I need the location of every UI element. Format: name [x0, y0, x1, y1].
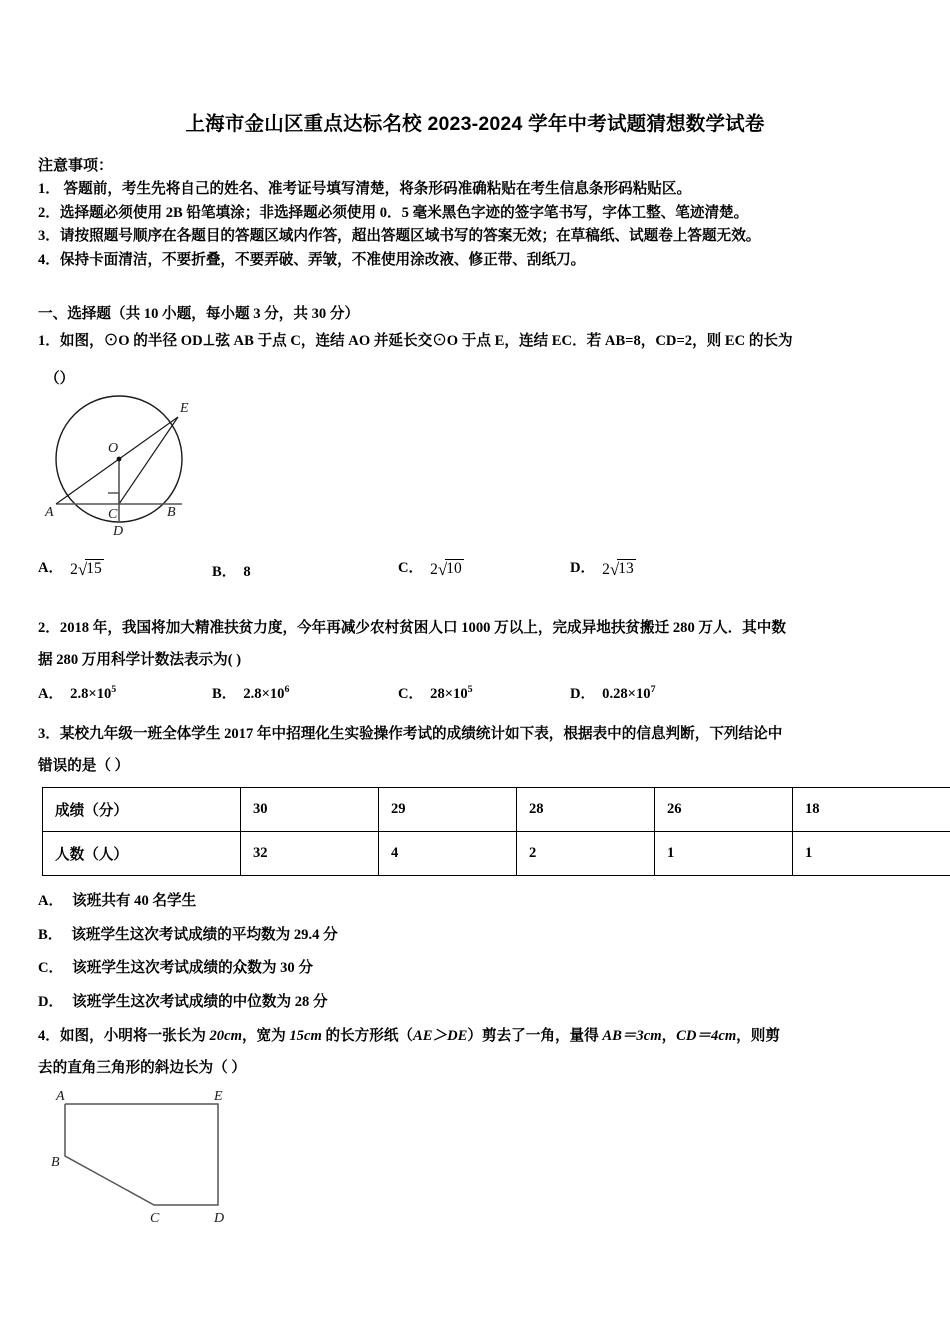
- option-c-exponent: 5: [467, 684, 473, 696]
- section-heading-multiple-choice: 一、选择题（共 10 小题，每小题 3 分，共 30 分）: [38, 306, 360, 322]
- option-c-radicand: 10: [446, 560, 462, 577]
- question-1-body: 如图，⊙O 的半径 OD⊥弦 AB 于点 C，连结 AO 并延长交⊙O 于点 E，连结 EC．若 AB=8，CD=2，则 EC 的长为: [59, 333, 793, 349]
- question-4-seg-b: ，宽为: [241, 1028, 290, 1044]
- cut-rectangle-diagram: [38, 1088, 258, 1228]
- option-d-label: D．: [570, 686, 596, 702]
- count-cell-1: 32: [241, 832, 379, 876]
- option-a-mantissa: 2.8×10: [70, 686, 112, 702]
- option-d-label: D．: [570, 560, 596, 576]
- question-4-seg-c: 的长方形纸（: [321, 1028, 414, 1044]
- question-4-condition: AE＞DE: [413, 1028, 468, 1044]
- option-b-label: B．: [212, 686, 237, 702]
- choice-d-label: D．: [38, 993, 64, 1010]
- label-E: E: [180, 401, 189, 416]
- question-4-seg-d: ）剪去了一角，量得: [467, 1028, 603, 1044]
- question-4-text: [38, 1020, 933, 1084]
- score-statistics-table: [42, 787, 950, 876]
- notice-block: [38, 155, 918, 272]
- label-D: D: [214, 1211, 225, 1226]
- page-title: 上海市金山区重点达标名校 2023-2024 学年中考试题猜想数学试卷: [185, 113, 765, 135]
- option-c-label: C．: [398, 560, 424, 576]
- choice-d-text: 该班学生这次考试成绩的中位数为 28 分: [72, 993, 328, 1010]
- label-B: B: [51, 1155, 60, 1170]
- choice-c-label: C．: [38, 960, 64, 976]
- question-3-number: 3．: [38, 726, 60, 742]
- question-2-option-d[interactable]: [570, 682, 656, 703]
- label-C: C: [108, 507, 118, 522]
- center-point-dot: [117, 457, 122, 462]
- count-cell-3: 2: [517, 832, 655, 876]
- question-3-choices: [38, 885, 638, 1019]
- question-3-text: [38, 718, 928, 782]
- option-b-exponent: 6: [284, 684, 290, 696]
- label-A: A: [45, 505, 54, 520]
- question-4-line-1: [38, 1020, 933, 1052]
- question-4-seg-e: ，: [661, 1028, 677, 1044]
- question-2-text: [38, 612, 933, 676]
- choice-c-text: 该班学生这次考试成绩的众数为 30 分: [72, 960, 313, 976]
- question-2-option-b[interactable]: [212, 682, 289, 703]
- table-row: [43, 832, 950, 876]
- row-header-count: 人数（人）: [43, 832, 241, 876]
- question-1-options: [0, 556, 950, 586]
- option-a-radicand: 15: [86, 560, 102, 577]
- label-B: B: [167, 505, 176, 520]
- option-b-mantissa: 2.8×10: [243, 686, 285, 702]
- option-c-value: 2√10: [430, 560, 462, 579]
- label-D: D: [113, 524, 124, 537]
- option-a-label: A．: [38, 560, 64, 576]
- question-3-choice-d[interactable]: [38, 986, 638, 1020]
- question-3-line-2: 错误的是（ ）: [38, 758, 130, 774]
- question-1-option-b[interactable]: [212, 560, 251, 581]
- notice-item-1: 1． 答题前，考生先将自己的姓名、准考证号填写清楚，将条形码准确粘贴在考生信息条形码粘贴区。: [38, 181, 692, 197]
- option-d-coefficient: 2: [602, 561, 610, 578]
- line-aoe: [56, 417, 178, 504]
- question-3-choice-b[interactable]: [38, 919, 638, 953]
- score-cell-2: 29: [379, 788, 517, 832]
- question-2-option-a[interactable]: [38, 682, 116, 703]
- question-3-line-1: [38, 718, 928, 750]
- notice-item-3: 3．请按照题号顺序在各题目的答题区域内作答，超出答题区域书写的答案无效；在草稿纸、试题卷上答题无效。: [38, 228, 761, 244]
- option-a-value: 2√15: [70, 560, 102, 579]
- question-4-line-2: 去的直角三角形的斜边长为（ ）: [38, 1060, 246, 1076]
- option-a-label: A．: [38, 686, 64, 702]
- option-d-exponent: 7: [650, 684, 656, 696]
- count-cell-4: 1: [655, 832, 793, 876]
- question-3-body-1: 某校九年级一班全体学生 2017 年中招理化生实验操作考试的成绩统计如下表，根据表中的信息判断，下列结论中: [59, 726, 783, 742]
- choice-a-text: 该班共有 40 名学生: [72, 893, 197, 909]
- question-4-length: 20cm: [209, 1028, 242, 1044]
- choice-a-label: A．: [38, 893, 64, 909]
- polygon-abcde: [65, 1104, 218, 1205]
- question-3-choice-a[interactable]: [38, 885, 638, 919]
- question-2-option-c[interactable]: [398, 682, 473, 703]
- question-1-answer-paren: （）: [45, 371, 75, 387]
- label-O: O: [108, 441, 119, 456]
- score-cell-5: 18: [793, 788, 950, 832]
- question-4-seg-f: ，则剪: [736, 1028, 780, 1044]
- table-row: [43, 788, 950, 832]
- question-2-line-2: 据 280 万用科学计数法表示为( ): [38, 652, 242, 668]
- notice-item-2: 2．选择题必须使用 2B 铅笔填涂；非选择题必须使用 0．5 毫米黑色字迹的签字笔书写，字体工整、笔迹清楚。: [38, 204, 749, 221]
- question-2-options: [0, 682, 950, 708]
- question-4-seg-a: 如图，小明将一张长为: [59, 1028, 210, 1044]
- question-4-cd: CD＝4cm: [676, 1028, 737, 1044]
- score-cell-1: 30: [241, 788, 379, 832]
- notice-item-4: 4．保持卡面清洁，不要折叠，不要弄破、弄皱，不准使用涂改液、修正带、刮纸刀。: [38, 251, 586, 268]
- option-d-radicand: 13: [618, 560, 634, 577]
- question-1-option-c[interactable]: [398, 556, 464, 579]
- row-header-score: 成绩（分）: [43, 788, 241, 832]
- question-1-number: 1．: [38, 333, 60, 349]
- option-d-value: 2√13: [602, 560, 634, 579]
- question-4-number: 4．: [38, 1028, 60, 1044]
- question-1-figure: [34, 392, 234, 542]
- option-b-label: B．: [212, 564, 237, 580]
- question-1-text: [38, 325, 928, 357]
- question-1-option-d[interactable]: [570, 556, 636, 579]
- circle-chord-diagram: [34, 392, 234, 537]
- option-b-value: 8: [243, 564, 251, 580]
- option-a-exponent: 5: [111, 684, 117, 696]
- label-C: C: [150, 1211, 160, 1226]
- label-A: A: [56, 1089, 65, 1104]
- question-1-option-a[interactable]: [38, 556, 104, 579]
- score-cell-3: 28: [517, 788, 655, 832]
- option-d-mantissa: 0.28×10: [602, 686, 651, 702]
- score-cell-4: 26: [655, 788, 793, 832]
- question-4-figure: [38, 1088, 258, 1233]
- option-a-coefficient: 2: [70, 561, 78, 578]
- option-c-coefficient: 2: [430, 561, 438, 578]
- option-c-mantissa: 28×10: [430, 686, 468, 702]
- question-4-ab: AB＝3cm: [602, 1028, 662, 1044]
- question-4-width: 15cm: [289, 1028, 322, 1044]
- right-angle-mark: [108, 493, 119, 504]
- question-2-line-1: [38, 612, 933, 644]
- question-2-body-1: 2018 年，我国将加大精准扶贫力度，今年再减少农村贫困人口 1000 万以上，完成异地扶贫搬迁 280 万人．其中数: [59, 620, 786, 636]
- question-2-number: 2．: [38, 620, 60, 636]
- option-c-label: C．: [398, 686, 424, 702]
- label-E: E: [214, 1089, 223, 1104]
- question-3-choice-c[interactable]: [38, 952, 638, 986]
- choice-b-label: B．: [38, 926, 63, 943]
- choice-b-text: 该班学生这次考试成绩的平均数为 29.4 分: [71, 926, 338, 943]
- count-cell-5: 1: [793, 832, 950, 876]
- notice-heading: 注意事项：: [38, 158, 114, 174]
- count-cell-2: 4: [379, 832, 517, 876]
- segment-ec: [119, 417, 178, 504]
